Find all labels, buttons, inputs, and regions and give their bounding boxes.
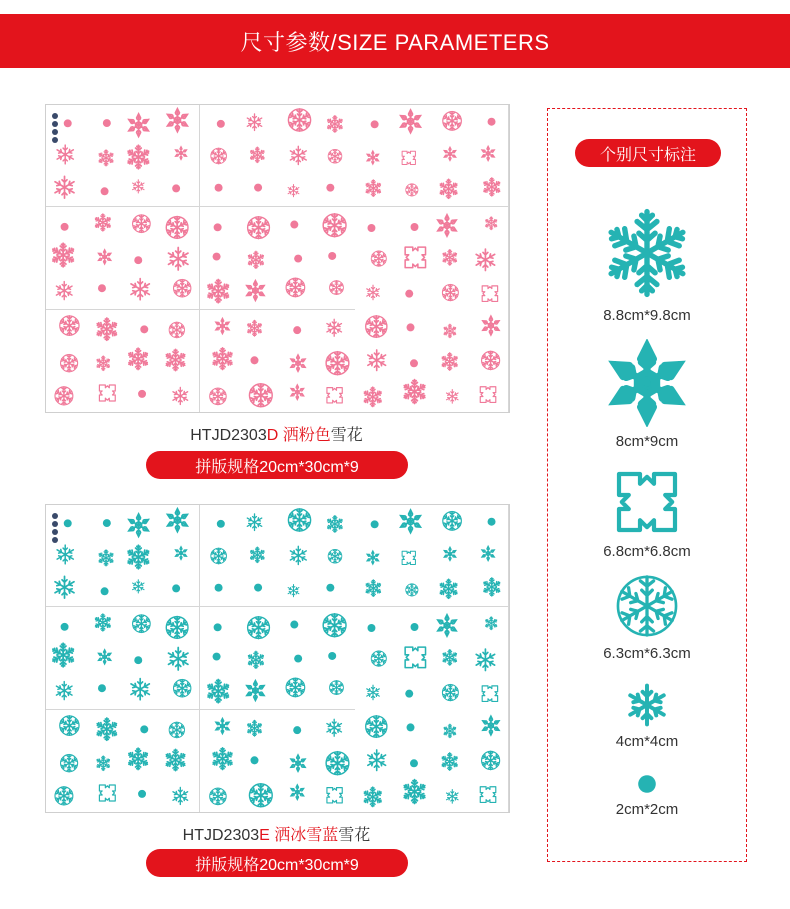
product-item-name: 雪花 (330, 427, 363, 444)
registration-marks (52, 113, 58, 143)
size-label: 2cm*2cm (615, 801, 679, 818)
sheet-panel (355, 105, 509, 207)
header-banner (0, 14, 790, 68)
sheet-panel (46, 207, 200, 309)
product-code: HTJD2303 (190, 427, 267, 444)
sheet-panel (46, 607, 200, 709)
size-annotation-panel (547, 108, 747, 862)
sheet-panel (200, 710, 354, 812)
product-color-name: 洒冰雪蓝 (274, 827, 339, 844)
sheet-panel (355, 310, 509, 412)
sheet-panel (46, 505, 200, 607)
size-item-small-snowflake (548, 683, 746, 750)
sheet-panel (355, 607, 509, 709)
small-snowflake-icon (625, 683, 669, 727)
spec-text: 拼版规格20cm*30cm*9 (195, 856, 359, 874)
teal-snowflake-sheet (45, 504, 510, 813)
size-item-dot (548, 773, 746, 818)
product-code: HTJD2303 (182, 827, 260, 844)
sheet-panel (200, 207, 354, 309)
product-code-suffix: D (266, 427, 279, 444)
sheet-panel (200, 105, 354, 207)
star-snowflake-icon (607, 339, 687, 427)
size-item-large-snowflake (548, 205, 746, 324)
round-snowflake-icon (614, 573, 680, 639)
teal-product-caption (45, 822, 508, 845)
sheet-panel (200, 310, 354, 412)
sheet-panel (200, 505, 354, 607)
square-snowflake-icon (612, 467, 682, 537)
size-label: 8.8cm*9.8cm (603, 307, 691, 324)
pink-product-caption (45, 422, 508, 445)
sheet-panel (46, 710, 200, 812)
branching-snowflake-icon (602, 205, 692, 301)
product-color-name: 洒粉色 (282, 427, 331, 444)
sheet-panel (200, 607, 354, 709)
pink-snowflake-sheet (45, 104, 510, 413)
size-panel-title (575, 139, 721, 167)
size-item-star-snowflake (548, 339, 746, 450)
size-label: 8cm*9cm (615, 433, 679, 450)
spec-text: 拼版规格20cm*30cm*9 (195, 458, 359, 476)
product-item-name: 雪花 (338, 827, 371, 844)
registration-marks (52, 513, 58, 543)
sheet-panel (355, 710, 509, 812)
size-item-square-snowflake (548, 467, 746, 560)
sheet-panel (46, 310, 200, 412)
size-label: 6.8cm*6.8cm (603, 543, 691, 560)
sheet-panel (355, 505, 509, 607)
dot-icon (636, 773, 658, 795)
size-panel-title-text: 个别尺寸标注 (599, 146, 696, 164)
page-title: 尺寸参数/SIZE PARAMETERS (240, 29, 550, 55)
size-item-round-snowflake (548, 573, 746, 662)
sheet-panel (46, 105, 200, 207)
size-label: 6.3cm*6.3cm (603, 645, 691, 662)
pink-spec-badge (146, 451, 408, 479)
size-label: 4cm*4cm (615, 733, 679, 750)
sheet-panel (355, 207, 509, 309)
teal-spec-badge (146, 849, 408, 877)
product-code-suffix: E (259, 827, 270, 844)
